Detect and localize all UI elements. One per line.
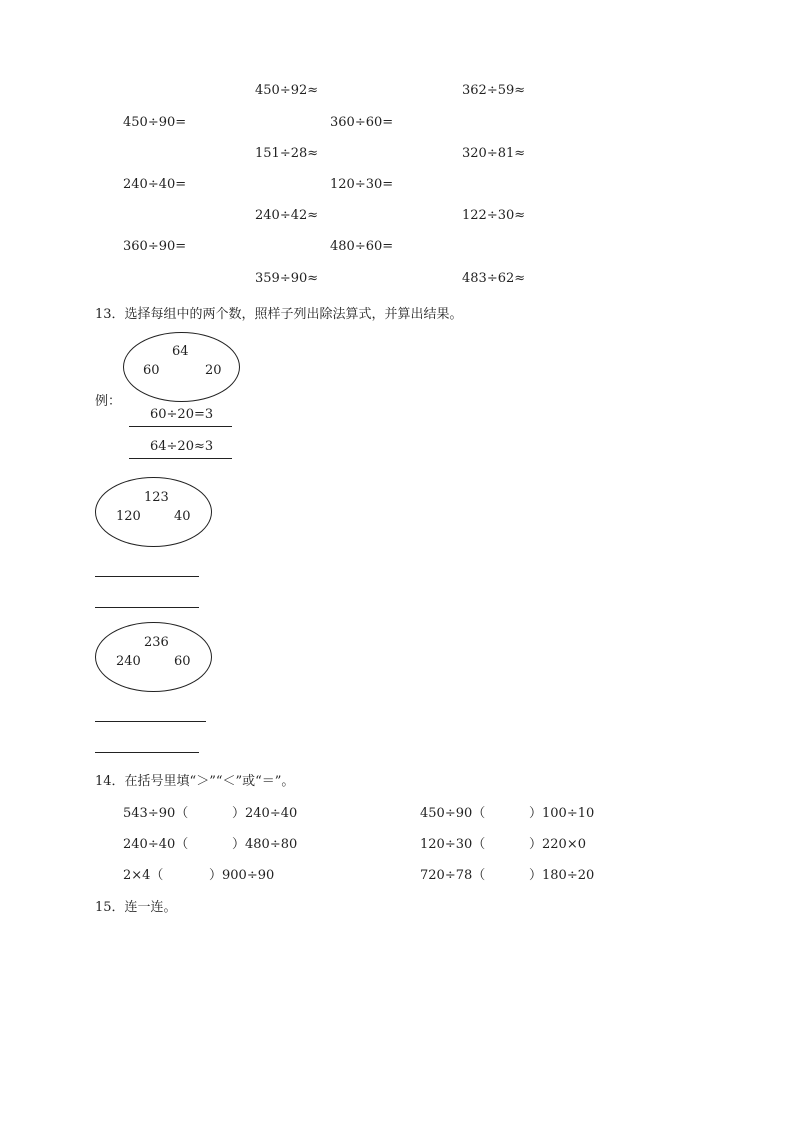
- group-ellipse: [95, 622, 212, 692]
- comparison-right: ）480÷80: [232, 837, 298, 852]
- problem: 450÷92≈: [255, 83, 319, 98]
- number-left: 240: [116, 654, 141, 669]
- number-right: 40: [174, 509, 191, 524]
- comparison-left: 120÷30（: [420, 837, 486, 852]
- comparison-left: 2×4（: [123, 868, 164, 883]
- problem: 450÷90=: [123, 115, 187, 130]
- problem: 360÷90=: [123, 239, 187, 254]
- answer-blank[interactable]: [95, 607, 199, 608]
- problem: 320÷81≈: [462, 146, 526, 161]
- problem: 360÷60=: [330, 115, 394, 130]
- problem: 359÷90≈: [255, 271, 319, 286]
- comparison-right: ）100÷10: [529, 806, 595, 821]
- question-14-title: 14．在括号里填“＞”“＜”或“＝”。: [95, 774, 295, 789]
- comparison-right: ）180÷20: [529, 868, 595, 883]
- problem: 240÷42≈: [255, 208, 319, 223]
- problem: 480÷60=: [330, 239, 394, 254]
- example-answer-2: 64÷20≈3: [150, 439, 214, 454]
- problem: 483÷62≈: [462, 271, 526, 286]
- group-ellipse: [95, 477, 212, 547]
- comparison-left: 720÷78（: [420, 868, 486, 883]
- number-top: 123: [144, 490, 169, 505]
- problem: 151÷28≈: [255, 146, 319, 161]
- question-13-title: 13．选择每组中的两个数，照样子列出除法算式，并算出结果。: [95, 307, 463, 322]
- comparison-left: 543÷90（: [123, 806, 189, 821]
- problem: 120÷30=: [330, 177, 394, 192]
- answer-blank[interactable]: [95, 752, 199, 753]
- problem: 122÷30≈: [462, 208, 526, 223]
- comparison-right: ）240÷40: [232, 806, 298, 821]
- answer-blank[interactable]: [95, 576, 199, 577]
- answer-line: [129, 458, 232, 459]
- number-right: 60: [174, 654, 191, 669]
- problem: 240÷40=: [123, 177, 187, 192]
- number-top: 236: [144, 635, 169, 650]
- comparison-right: ）220×0: [529, 837, 586, 852]
- comparison-left: 240÷40（: [123, 837, 189, 852]
- problem: 362÷59≈: [462, 83, 526, 98]
- number-top: 64: [172, 344, 189, 359]
- number-left: 60: [143, 363, 160, 378]
- answer-blank[interactable]: [95, 721, 206, 722]
- example-ellipse: [123, 332, 240, 402]
- answer-line: [129, 426, 232, 427]
- number-right: 20: [205, 363, 222, 378]
- comparison-left: 450÷90（: [420, 806, 486, 821]
- example-answer-1: 60÷20=3: [150, 407, 214, 422]
- example-label: 例：: [95, 394, 122, 409]
- question-15-title: 15．连一连。: [95, 900, 177, 915]
- comparison-right: ）900÷90: [209, 868, 275, 883]
- number-left: 120: [116, 509, 141, 524]
